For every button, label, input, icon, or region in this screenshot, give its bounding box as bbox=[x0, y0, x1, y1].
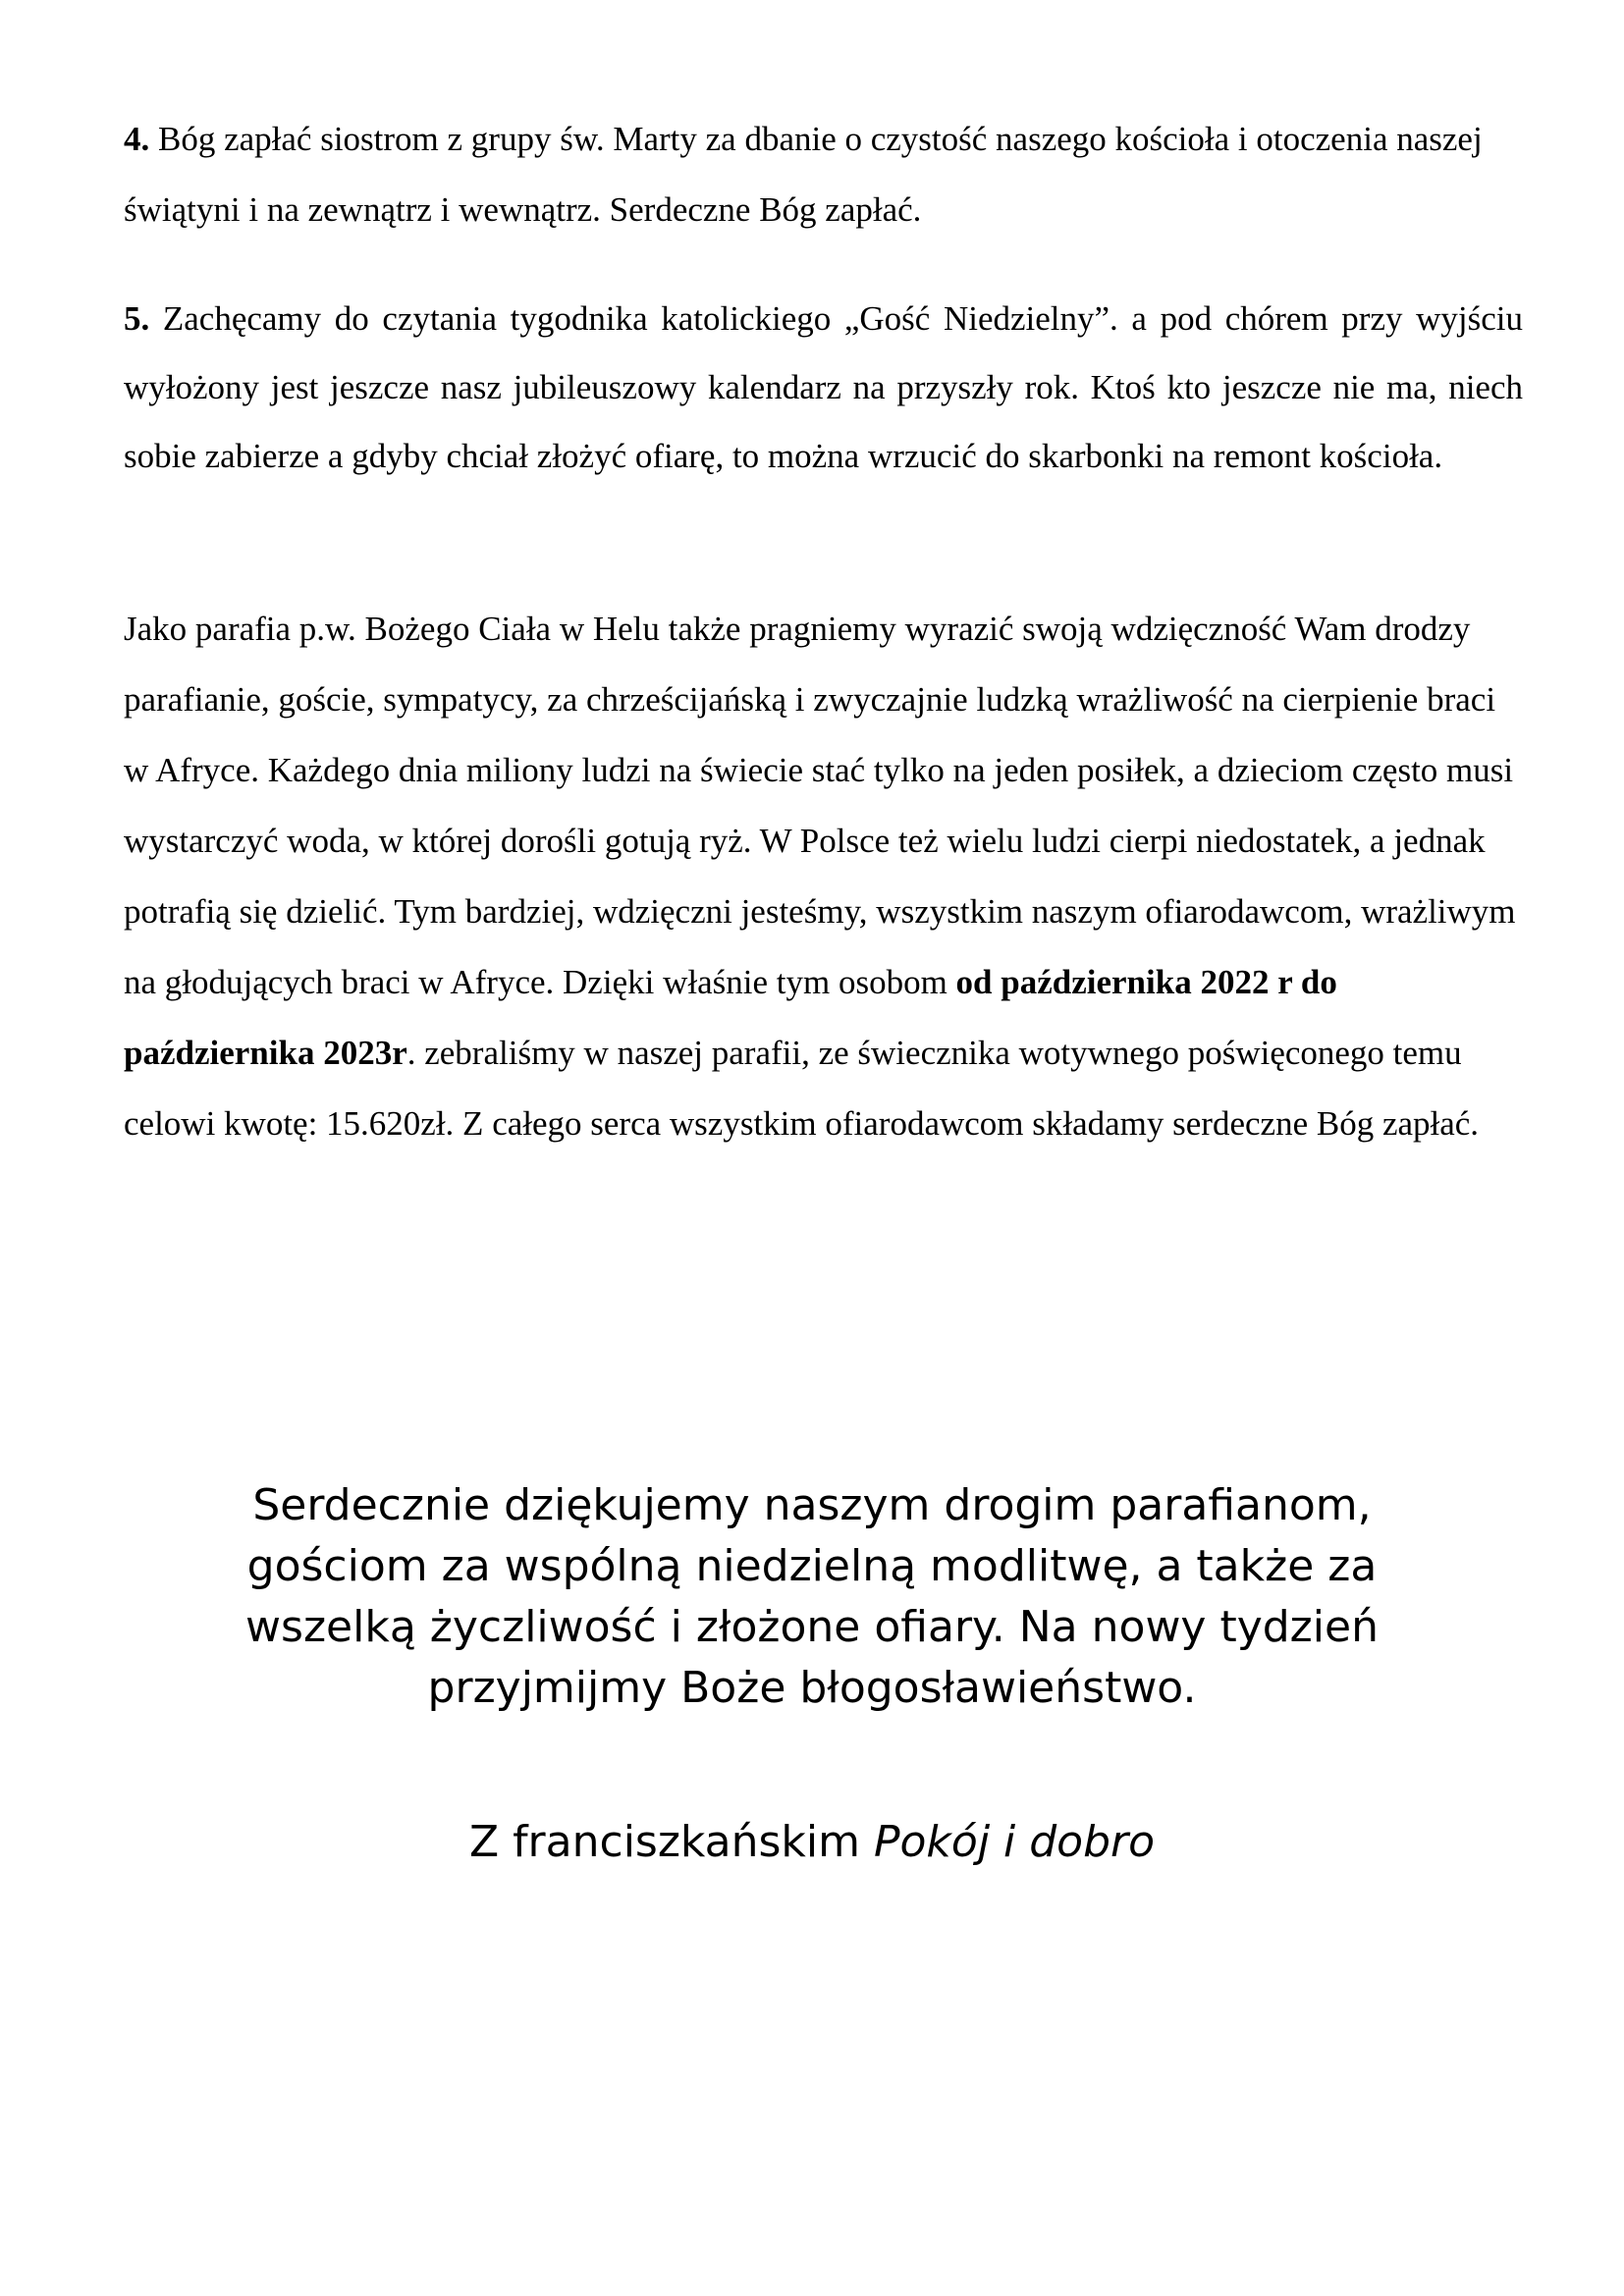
closing-greeting bbox=[177, 1812, 1447, 1873]
announcement-item-4 bbox=[124, 104, 1523, 245]
announcement-number: 5. bbox=[124, 299, 150, 338]
announcement-item-5 bbox=[124, 285, 1523, 491]
collection-period: od października 2022 r do października 2023r bbox=[124, 963, 1337, 1072]
closing-thanks: Serdecznie dziękujemy naszym drogim parafianom, gościom za wspólną niedzielną modlitwę, a także za wszelką życzliwość i złożone ofiary. Na nowy tydzień przyjmijmy Boże błogosławieństwo. bbox=[245, 1480, 1379, 1713]
announcement-number: 4. bbox=[124, 120, 150, 158]
closing-greeting-prefix: Z franciszkańskim bbox=[468, 1817, 874, 1867]
closing-greeting-motto: Pokój i dobro bbox=[873, 1817, 1156, 1867]
announcement-text: Bóg zapłać siostrom z grupy św. Marty za dbanie o czystość naszego kościoła i otoczenia naszej świątyni i na zewnątrz i wewnątrz. Serdeczne Bóg zapłać. bbox=[124, 120, 1483, 229]
parish-thanks-paragraph bbox=[124, 594, 1523, 1159]
announcement-text: Zachęcamy do czytania tygodnika katolickiego „Gość Niedzielny”. a pod chórem przy wyjściu wyłożony jest jeszcze nasz jubileuszowy kalendarz na przyszły rok. Ktoś kto jeszcze nie ma, niech sobie zabierze a gdyby chciał złożyć ofiarę, to można wrzucić do skarbonki na remont kościoła. bbox=[124, 299, 1523, 475]
parish-thanks-text-end: . zebraliśmy w naszej parafii, ze świecznika wotywnego poświęconego temu celowi kwotę: 15.620zł. Z całego serca wszystkim ofiarodawcom składamy serdeczne Bóg zapłać. bbox=[124, 1034, 1480, 1143]
parish-thanks-text: Jako parafia p.w. Bożego Ciała w Helu także pragniemy wyrazić swoją wdzięczność Wam drodzy parafianie, goście, sympatycy, za chrześcijańską i zwyczajnie ludzką wrażliwość na cierpienie braci w Afryce. Każdego dnia miliony ludzi na świecie stać tylko na jeden posiłek, a dzieciom często musi wystarczyć woda, w której dorośli gotują ryż. W Polsce też wielu ludzi cierpi niedostatek, a jednak potrafią się dzielić. Tym bardziej, wdzięczni jesteśmy, wszystkim naszym ofiarodawcom, wrażliwym na głodujących braci w Afryce. Dzięki właśnie tym osobom bbox=[124, 610, 1516, 1001]
